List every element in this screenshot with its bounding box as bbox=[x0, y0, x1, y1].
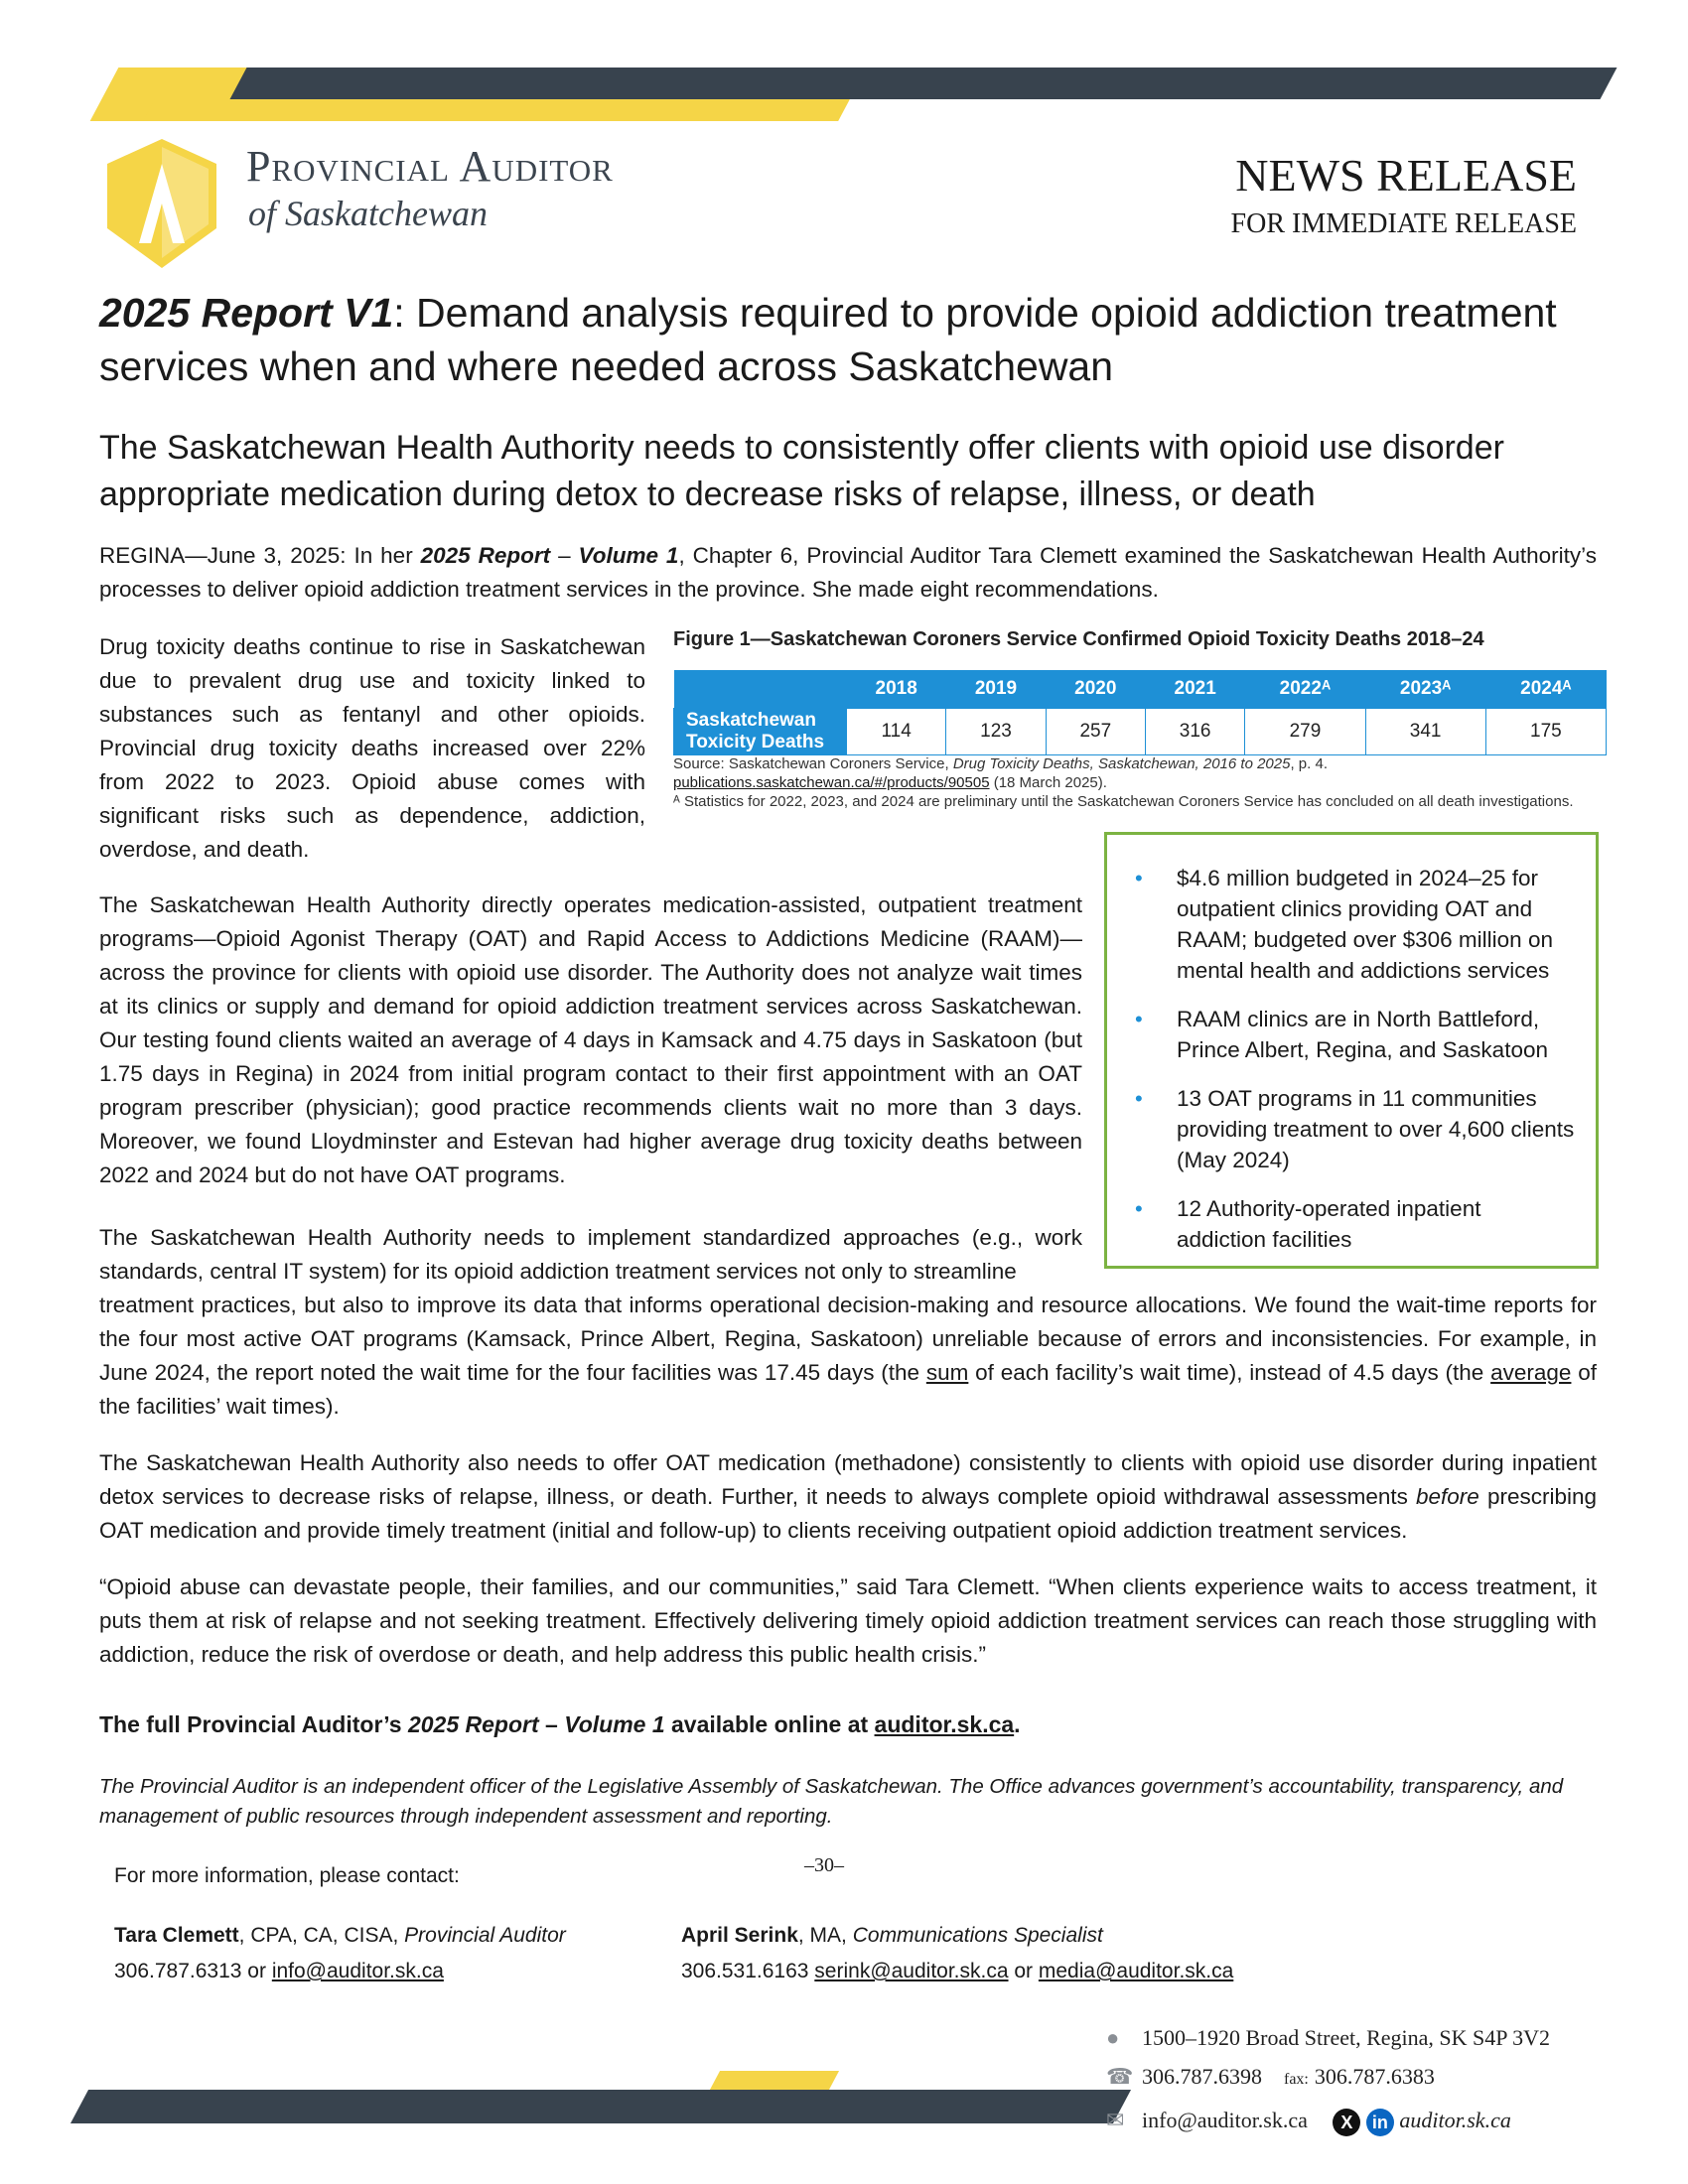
title-report-label: 2025 Report V1 bbox=[99, 290, 394, 336]
footer-email-link[interactable]: info@auditor.sk.ca bbox=[1142, 2108, 1308, 2132]
figure-value: 279 bbox=[1245, 709, 1365, 755]
figure-year: 2021 bbox=[1145, 670, 1244, 709]
auditor-website-link[interactable]: auditor.sk.ca bbox=[874, 1711, 1015, 1737]
linkedin-icon[interactable]: in bbox=[1366, 2109, 1394, 2136]
figure-value: 341 bbox=[1365, 709, 1485, 755]
contact-auditor bbox=[114, 1918, 566, 1989]
contact-credentials: , MA, bbox=[797, 1924, 853, 1947]
org-name-line1: Provincial Auditor bbox=[246, 142, 614, 191]
contact-phone: 306.531.6163 bbox=[681, 1960, 815, 1982]
figure-year: 2022ᴬ bbox=[1245, 670, 1365, 709]
figure-value: 175 bbox=[1485, 709, 1606, 755]
callout-item-text: 13 OAT programs in 11 communities providing treatment to over 4,600 clients (May 2024) bbox=[1177, 1086, 1575, 1172]
figure-note: ᴬ Statistics for 2022, 2023, and 2024 are preliminary until the Saskatchewan Coroners Service has concluded on all death investigations. bbox=[673, 793, 1574, 810]
intro-report: 2025 Report bbox=[420, 543, 551, 568]
figure-value: 123 bbox=[946, 709, 1046, 755]
footer-fax-text: 306.787.6383 bbox=[1314, 2064, 1435, 2089]
detox-before: before bbox=[1416, 1484, 1479, 1509]
header-stripe-dark bbox=[229, 68, 1617, 99]
intro-text-2: , Chapter 6, Provincial Auditor Tara Clemett examined the Saskatchewan Health Authority’s processes to deliver opioid addiction treatment services in the province. She made eight recommendations. bbox=[99, 543, 1597, 602]
immediate-release-label: FOR IMMEDIATE RELEASE bbox=[1230, 208, 1577, 239]
contact-title: Provincial Auditor bbox=[404, 1924, 566, 1947]
intro-volume: Volume 1 bbox=[578, 543, 679, 568]
footer-phone bbox=[1106, 2064, 1435, 2090]
std-sum: sum bbox=[925, 1360, 969, 1385]
standardized-paragraph-end bbox=[99, 1289, 1597, 1424]
footer-web-link[interactable]: auditor.sk.ca bbox=[1399, 2108, 1511, 2132]
callout-item-text: 12 Authority-operated inpatient addiction facilities bbox=[1177, 1196, 1481, 1252]
footer-online bbox=[1106, 2108, 1511, 2136]
page-subtitle: The Saskatchewan Health Authority needs to consistently offer clients with opioid use disorder appropriate medication during detox to decrease risks of relapse, illness, or death bbox=[99, 429, 1504, 513]
footer-phone-text: 306.787.6398 bbox=[1142, 2064, 1262, 2089]
contact-label: For more information, please contact: bbox=[114, 1864, 460, 1887]
callout-item bbox=[1127, 1004, 1576, 1065]
location-pin-icon: ● bbox=[1106, 2025, 1120, 2050]
about-office: The Provincial Auditor is an independent officer of the Legislative Assembly of Saskatchewan. The Office advances government’s accountability, transparency, and management of public resources through independent assessment and reporting. bbox=[99, 1775, 1564, 1828]
figure-row-label bbox=[674, 709, 847, 755]
contact-or: or bbox=[1008, 1960, 1039, 1982]
footer-address bbox=[1106, 2025, 1551, 2051]
contact-communications bbox=[681, 1918, 1233, 1989]
bullet-icon: • bbox=[1135, 1086, 1143, 1111]
callout-item bbox=[1127, 863, 1576, 986]
figure-title: Figure 1—Saskatchewan Coroners Service Confirmed Opioid Toxicity Deaths 2018–24 bbox=[673, 628, 1484, 650]
std-text-b: treatment practices, but also to improve its data that informs operational decision-making and resource allocations. We found the wait-time reports for the four most active OAT programs (Kamsack, Prince Albert, Regina, Saskatoon) unreliable because of errors and inconsistencies. For example, in June 2024, the report noted the wait time for the four facilities was 17.45 days (the bbox=[99, 1293, 1597, 1385]
figure-year: 2020 bbox=[1046, 670, 1145, 709]
figure-value: 316 bbox=[1145, 709, 1244, 755]
news-release-heading: NEWS RELEASE bbox=[1235, 150, 1577, 201]
contact-name: Tara Clemett bbox=[114, 1924, 239, 1947]
intro-text-1: REGINA—June 3, 2025: In her bbox=[99, 543, 421, 568]
full-report-line bbox=[99, 1711, 1021, 1738]
figure-row-label-2: Toxicity Deaths bbox=[686, 732, 825, 752]
bullet-icon: • bbox=[1135, 866, 1143, 890]
header-stripe-yellow-2 bbox=[143, 99, 850, 121]
figure-year: 2019 bbox=[946, 670, 1046, 709]
figure-source-title: Drug Toxicity Deaths, Saskatchewan, 2016 to 2025 bbox=[952, 755, 1291, 772]
figure-year: 2023ᴬ bbox=[1365, 670, 1485, 709]
fr-dash: – bbox=[538, 1711, 565, 1737]
standardized-paragraph-start: The Saskatchewan Health Authority needs to implement standardized approaches (e.g., work standards, central IT system) for its opioid addiction treatment services not only to streamline bbox=[99, 1225, 1082, 1284]
figure-source-post: (18 March 2025). bbox=[989, 774, 1107, 791]
figure-source-mid: , p. 4. bbox=[1290, 755, 1328, 772]
title-text: : Demand analysis required to provide opioid addiction treatment services when and where needed across Saskatchewan bbox=[99, 290, 1557, 389]
figure-value: 114 bbox=[847, 709, 946, 755]
figure-source-pre: Source: Saskatchewan Coroners Service, bbox=[673, 755, 953, 772]
callout-item-text: $4.6 million budgeted in 2024–25 for outpatient clinics providing OAT and RAAM; budgeted over $306 million on mental health and addictions services bbox=[1177, 866, 1553, 983]
drug-deaths-paragraph: Drug toxicity deaths continue to rise in Saskatchewan due to prevalent drug use and toxicity linked to substances such as fentanyl and other opioids. Provincial drug toxicity deaths increased over 22% from 2022 to 2023. Opioid abuse comes with significant risks such as dependence, addiction, overdose, and death. bbox=[99, 634, 645, 862]
fr-volume: Volume 1 bbox=[564, 1711, 665, 1737]
fax-label: fax: bbox=[1284, 2071, 1309, 2088]
intro-dash: – bbox=[550, 543, 579, 568]
figure-source bbox=[673, 754, 1607, 811]
std-text-c: of each facility’s wait time), instead of 4.5 days (the bbox=[968, 1360, 1491, 1385]
quote-paragraph: “Opioid abuse can devastate people, their families, and our communities,” said Tara Clemett. “When clients experience waits to access treatment, it puts them at risk of relapse and not seeking treatment. Effectively delivering timely opioid addiction treatment services can reach those struggling with addiction, reduce the risk of overdose or death, and help address this public health crisis.” bbox=[99, 1574, 1597, 1667]
contact-title: Communications Specialist bbox=[852, 1924, 1103, 1947]
x-icon[interactable]: X bbox=[1333, 2109, 1360, 2136]
std-text-d: of the facilities’ wait times). bbox=[99, 1360, 1597, 1419]
phone-icon: ☎ bbox=[1106, 2064, 1134, 2089]
intro-paragraph bbox=[99, 539, 1597, 607]
callout-item bbox=[1127, 1083, 1576, 1175]
figure-source-link[interactable]: publications.saskatchewan.ca/#/products/90505 bbox=[673, 774, 990, 791]
figure-table bbox=[673, 670, 1607, 755]
contact-name: April Serink bbox=[681, 1924, 798, 1947]
fr-text-c: . bbox=[1014, 1711, 1021, 1737]
detox-text-a: The Saskatchewan Health Authority also needs to offer OAT medication (methadone) consistently to clients with opioid use disorder during inpatient detox services to decrease risks of relapse, illness, or death. Further, it needs to always complete opioid withdrawal assessments bbox=[99, 1450, 1597, 1509]
figure-value: 257 bbox=[1046, 709, 1145, 755]
detox-text-b: prescribing OAT medication and provide timely treatment (initial and follow-up) to clients receiving outpatient opioid addiction treatment services. bbox=[99, 1484, 1597, 1543]
end-mark: –30– bbox=[804, 1854, 844, 1876]
contact-email-link[interactable]: serink@auditor.sk.ca bbox=[814, 1960, 1009, 1982]
callout-item bbox=[1127, 1193, 1576, 1255]
contact-credentials: , CPA, CA, CISA, bbox=[238, 1924, 405, 1947]
auditor-logo-icon bbox=[107, 139, 216, 268]
contact-media-email-link[interactable]: media@auditor.sk.ca bbox=[1038, 1960, 1234, 1982]
figure-year: 2024ᴬ bbox=[1485, 670, 1606, 709]
oat-paragraph: The Saskatchewan Health Authority directly operates medication-assisted, outpatient treatment programs—Opioid Agonist Therapy (OAT) and Rapid Access to Addictions Medicine (RAAM)—across the province for clients with opioid use disorder. The Authority does not analyze wait times at its clinics or supply and demand for opioid addiction treatment services across Saskatchewan. Our testing found clients waited an average of 4 days in Kamsack and 4.75 days in Saskatoon (but 1.75 days in Regina) in 2024 from initial program contact to their first appointment with an OAT program prescriber (physician); good practice recommends clients wait no more than 3 days. Moreover, we found Lloydminster and Estevan had higher average drug toxicity deaths between 2022 and 2024 but do not have OAT programs. bbox=[99, 892, 1082, 1187]
page-title bbox=[99, 286, 1599, 393]
mail-icon: ✉ bbox=[1106, 2108, 1125, 2132]
detox-paragraph bbox=[99, 1446, 1597, 1548]
org-name-line2: of Saskatchewan bbox=[248, 194, 488, 233]
fr-text-b: available online at bbox=[664, 1711, 875, 1737]
footer-stripe-yellow bbox=[710, 2071, 839, 2090]
callout-item-text: RAAM clinics are in North Battleford, Prince Albert, Regina, and Saskatoon bbox=[1177, 1007, 1548, 1062]
figure-row-label-1: Saskatchewan bbox=[686, 710, 816, 731]
contact-phone: 306.787.6313 or bbox=[114, 1960, 272, 1982]
figure-header-blank bbox=[674, 670, 847, 709]
contact-email-link[interactable]: info@auditor.sk.ca bbox=[271, 1960, 444, 1982]
fr-report: 2025 Report bbox=[407, 1711, 539, 1737]
facts-callout-box bbox=[1104, 832, 1599, 1269]
footer-address-text: 1500–1920 Broad Street, Regina, SK S4P 3V2 bbox=[1142, 2025, 1551, 2050]
fr-text-a: The full Provincial Auditor’s bbox=[99, 1711, 408, 1737]
figure-header-row bbox=[674, 670, 1607, 709]
figure-data-row bbox=[674, 709, 1607, 755]
std-average: average bbox=[1490, 1360, 1572, 1385]
footer-stripe-dark bbox=[70, 2090, 1131, 2123]
bullet-icon: • bbox=[1135, 1196, 1143, 1221]
figure-year: 2018 bbox=[847, 670, 946, 709]
bullet-icon: • bbox=[1135, 1007, 1143, 1031]
